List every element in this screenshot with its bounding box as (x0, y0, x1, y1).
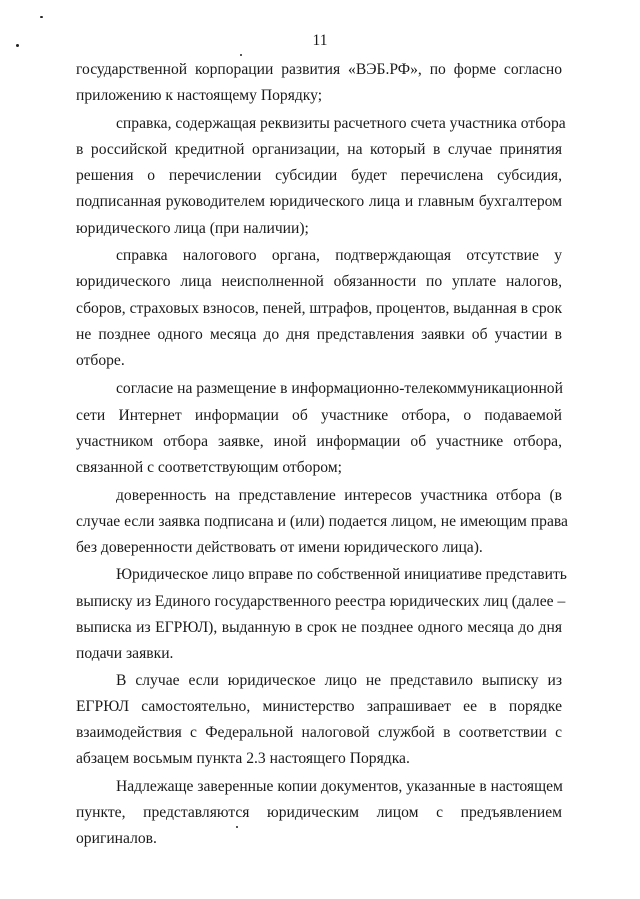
text-line: оригиналов. (76, 830, 157, 847)
text-line: в российской кредитной организации, на который в случае принятия (76, 141, 562, 158)
text-line: подачи заявки. (76, 645, 174, 662)
scan-speck (240, 54, 242, 56)
text-line: выписку из Единого государственного реестра юридических лиц (далее – (76, 593, 566, 610)
text-line: решения о перечислении субсидии будет перечислена субсидия, (76, 167, 562, 184)
text-line: взаимодействия с Федеральной налоговой службой в соответствии с (76, 724, 562, 741)
text-line: согласие на размещение в информационно-телекоммуникационной (116, 380, 563, 397)
text-line: приложению к настоящему Порядку; (76, 87, 323, 104)
text-line: участником отбора заявке, иной информации об участнике отбора, (76, 433, 562, 450)
text-line: отборе. (76, 352, 125, 369)
text-line: справка налогового органа, подтверждающая отсутствие у (116, 247, 562, 264)
text-line: подписанная руководителем юридического лица и главным бухгалтером (76, 193, 562, 210)
text-line: абзацем восьмым пункта 2.3 настоящего Порядка. (76, 750, 410, 767)
text-line: Юридическое лицо вправе по собственной инициативе представить (116, 566, 567, 583)
text-line: выписка из ЕГРЮЛ), выданную в срок не позднее одного месяца до дня (76, 619, 562, 636)
text-line: юридического лица (при наличии); (76, 220, 309, 237)
text-line: случае если заявка подписана и (или) подается лицом, не имеющим права (76, 513, 568, 530)
text-line: доверенность на представление интересов участника отбора (в (116, 487, 562, 504)
scan-speck (16, 44, 19, 47)
text-line: не позднее одного месяца до дня представления заявки об участии в (76, 326, 562, 343)
text-line: сборов, страховых взносов, пеней, штрафов, процентов, выданная в срок (76, 300, 563, 317)
text-line: пункте, представляются юридическим лицом с предъявлением (76, 804, 562, 821)
text-line: сети Интернет информации об участнике отбора, о подаваемой (76, 407, 562, 424)
scan-speck (40, 16, 43, 18)
text-line: В случае если юридическое лицо не представило выписку из (116, 672, 562, 689)
text-line: Надлежаще заверенные копии документов, указанные в настоящем (116, 778, 563, 795)
text-line: справка, содержащая реквизиты расчетного счета участника отбора (116, 115, 566, 132)
text-line: ЕГРЮЛ самостоятельно, министерство запрашивает ее в порядке (76, 698, 562, 715)
text-line: без доверенности действовать от имени юридического лица). (76, 539, 483, 556)
text-line: связанной с соответствующим отбором; (76, 459, 342, 476)
text-line: государственной корпорации развития «ВЭБ.РФ», по форме согласно (76, 61, 562, 78)
page-number: 11 (312, 32, 328, 49)
scan-speck (236, 826, 238, 828)
text-line: юридического лица неисполненной обязанности по уплате налогов, (76, 273, 562, 290)
